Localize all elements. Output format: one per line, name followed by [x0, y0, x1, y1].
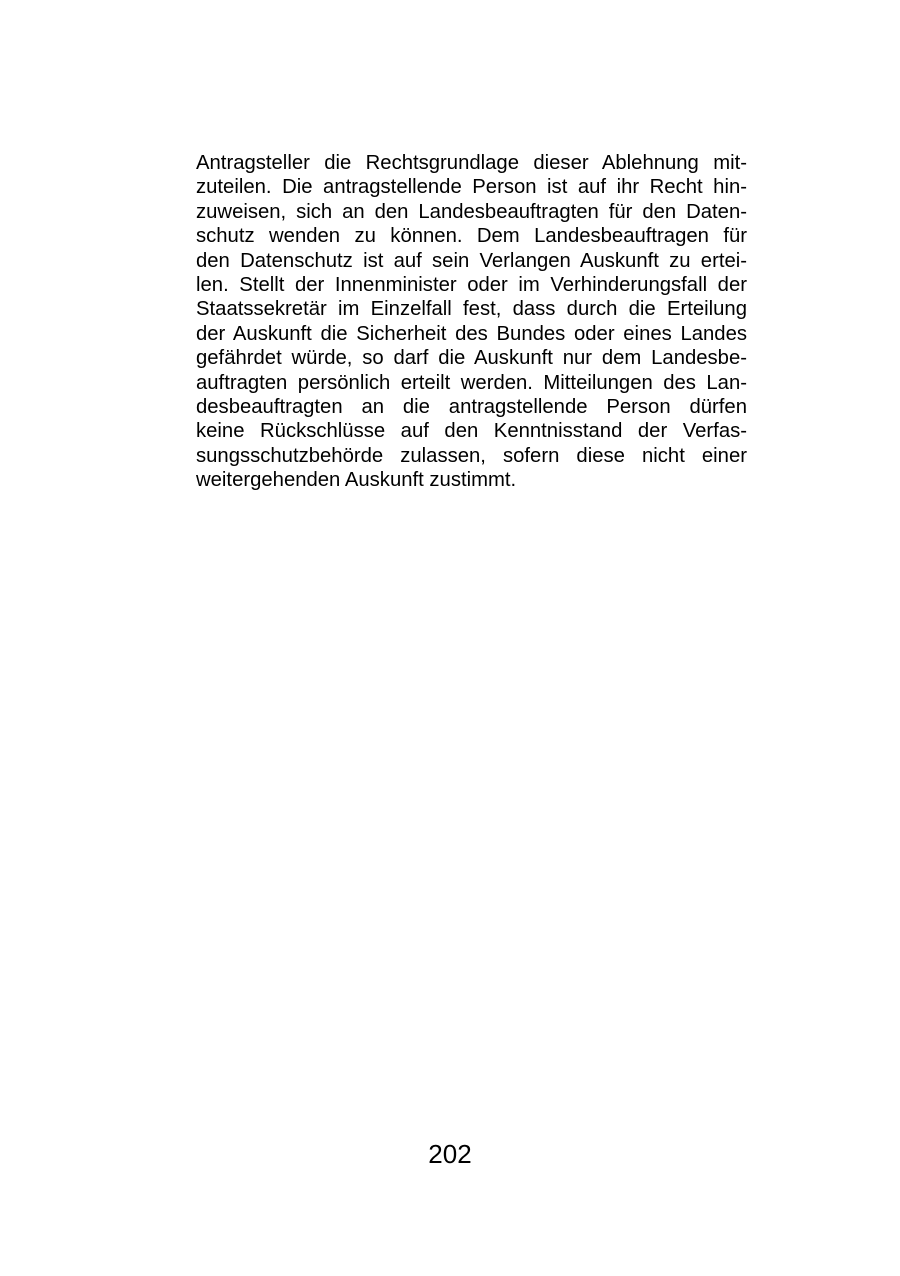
paragraph-line: auftragten persönlich erteilt werden. Mitteilungen des Lan- — [196, 371, 747, 394]
paragraph-line: len. Stellt der Innenminister oder im Verhinderungsfall der — [196, 273, 747, 296]
paragraph-line: Staatssekretär im Einzelfall fest, dass durch die Erteilung — [196, 298, 747, 321]
paragraph-line: gefährdet würde, so darf die Auskunft nur dem Landesbe- — [196, 347, 747, 370]
paragraph-line: Antragsteller die Rechtsgrundlage dieser Ablehnung mit- — [196, 152, 747, 174]
page-number: 202 — [428, 1139, 472, 1169]
paragraph-line: zuweisen, sich an den Landesbeauftragten für den Daten- — [196, 200, 747, 223]
paragraph-line: der Auskunft die Sicherheit des Bundes oder eines Landes — [196, 322, 747, 345]
paragraph-line: desbeauftragten an die antragstellende Person dürfen — [196, 395, 747, 418]
paragraph-line: keine Rückschlüsse auf den Kenntnisstand der Verfas- — [196, 420, 747, 443]
paragraph-line: schutz wenden zu können. Dem Landesbeauftragen für — [196, 225, 747, 248]
paragraph-line: zuteilen. Die antragstellende Person ist auf ihr Recht hin- — [196, 176, 747, 199]
paragraph-line: den Datenschutz ist auf sein Verlangen Auskunft zu ertei- — [196, 249, 747, 272]
paragraph-line: weitergehenden Auskunft zustimmt. — [196, 469, 517, 492]
paragraph-line: sungsschutzbehörde zulassen, sofern diese nicht einer — [196, 444, 747, 467]
body-paragraph — [196, 151, 747, 492]
